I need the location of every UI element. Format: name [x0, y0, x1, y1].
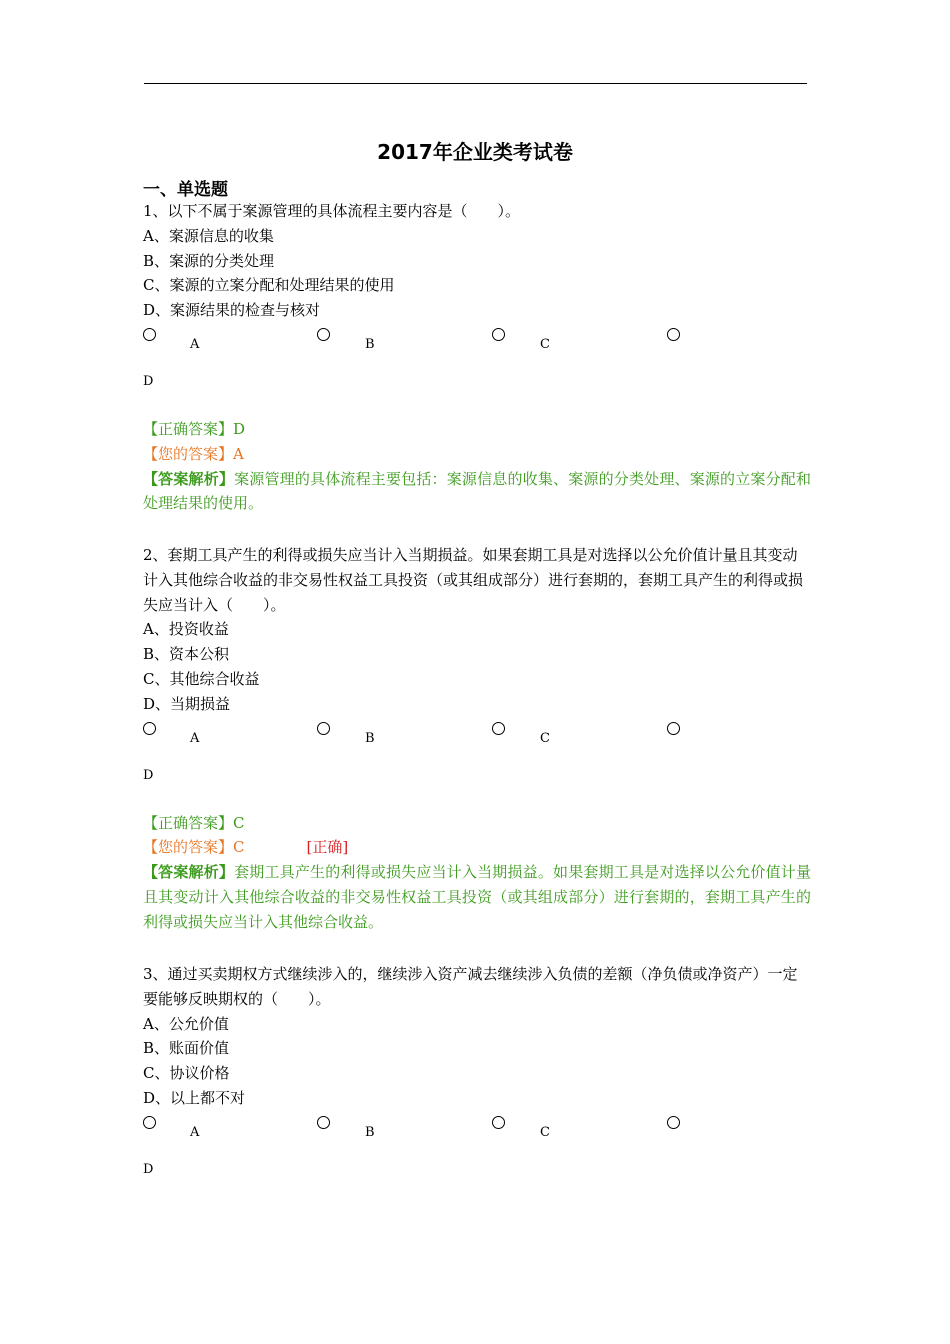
answer-choices: [143, 325, 811, 369]
answer-choices: [143, 719, 811, 763]
radio-label-c: C: [540, 1124, 550, 1140]
your-answer: 【您的答案】A: [143, 444, 244, 463]
radio-label-b: B: [365, 1124, 375, 1140]
question-2: [143, 543, 811, 935]
option-d: D、以上都不对: [143, 1088, 246, 1107]
radio-a[interactable]: [143, 1116, 156, 1129]
radio-label-d: D: [143, 1161, 154, 1177]
radio-d[interactable]: [667, 722, 680, 735]
radio-label-b: B: [365, 336, 375, 352]
radio-label-a: A: [190, 730, 200, 746]
radio-label-c: C: [540, 336, 550, 352]
question-stem: 3、通过买卖期权方式继续涉入的，继续涉入资产减去继续涉入负债的差额（净负债或净资产）一定要能够反映期权的（ ）。: [143, 965, 798, 1008]
question-stem: 2、套期工具产生的利得或损失应当计入当期损益。如果套期工具是对选择以公允价值计量且其变动计入其他综合收益的非交易性权益工具投资（或其组成部分）进行套期的，套期工具产生的利得或损失应当计入（ ）。: [143, 546, 804, 614]
radio-label-d: D: [143, 767, 154, 783]
option-d: D、当期损益: [143, 694, 231, 713]
radio-a[interactable]: [143, 328, 156, 341]
answer-analysis: 【答案解析】案源管理的具体流程主要包括：案源信息的收集、案源的分类处理、案源的立案分配和处理结果的使用。: [143, 469, 811, 513]
radio-label-b: B: [365, 730, 375, 746]
radio-d[interactable]: [667, 328, 680, 341]
option-c: C、其他综合收益: [143, 669, 260, 688]
radio-label-a: A: [190, 336, 200, 352]
option-b: B、案源的分类处理: [143, 251, 275, 270]
option-a: A、公允价值: [143, 1014, 229, 1033]
page-title: 2017年企业类考试卷: [377, 140, 573, 164]
header-rule: [144, 83, 807, 84]
radio-c[interactable]: [492, 328, 505, 341]
radio-label-d: D: [143, 373, 154, 389]
option-a: A、投资收益: [143, 620, 229, 639]
radio-c[interactable]: [492, 722, 505, 735]
radio-b[interactable]: [317, 722, 330, 735]
radio-label-a: A: [190, 1124, 200, 1140]
answer-choices: [143, 1113, 811, 1157]
option-a: A、案源信息的收集: [143, 226, 274, 245]
radio-c[interactable]: [492, 1116, 505, 1129]
option-b: B、账面价值: [143, 1039, 230, 1058]
option-b: B、资本公积: [143, 645, 230, 664]
correct-answer: 【正确答案】C: [143, 813, 245, 832]
question-stem: 1、以下不属于案源管理的具体流程主要内容是（ ）。: [143, 202, 521, 220]
your-answer: 【您的答案】C [正确]: [143, 838, 349, 857]
result-mark: [正确]: [306, 838, 349, 857]
answer-analysis: 【答案解析】套期工具产生的利得或损失应当计入当期损益。如果套期工具是对选择以公允价值计量且其变动计入其他综合收益的非交易性权益工具投资（或其组成部分）进行套期的，套期工具产生的利得或损失应当计入其他综合收益。: [143, 863, 811, 931]
option-c: C、协议价格: [143, 1064, 230, 1083]
section-title: 一、单选题: [143, 180, 228, 200]
radio-d[interactable]: [667, 1116, 680, 1129]
option-d: D、案源结果的检查与核对: [143, 301, 321, 320]
question-3: [143, 962, 811, 1183]
radio-label-c: C: [540, 730, 550, 746]
correct-answer: 【正确答案】D: [143, 419, 246, 438]
radio-b[interactable]: [317, 1116, 330, 1129]
radio-b[interactable]: [317, 328, 330, 341]
question-1: [143, 199, 811, 516]
option-c: C、案源的立案分配和处理结果的使用: [143, 276, 395, 295]
radio-a[interactable]: [143, 722, 156, 735]
